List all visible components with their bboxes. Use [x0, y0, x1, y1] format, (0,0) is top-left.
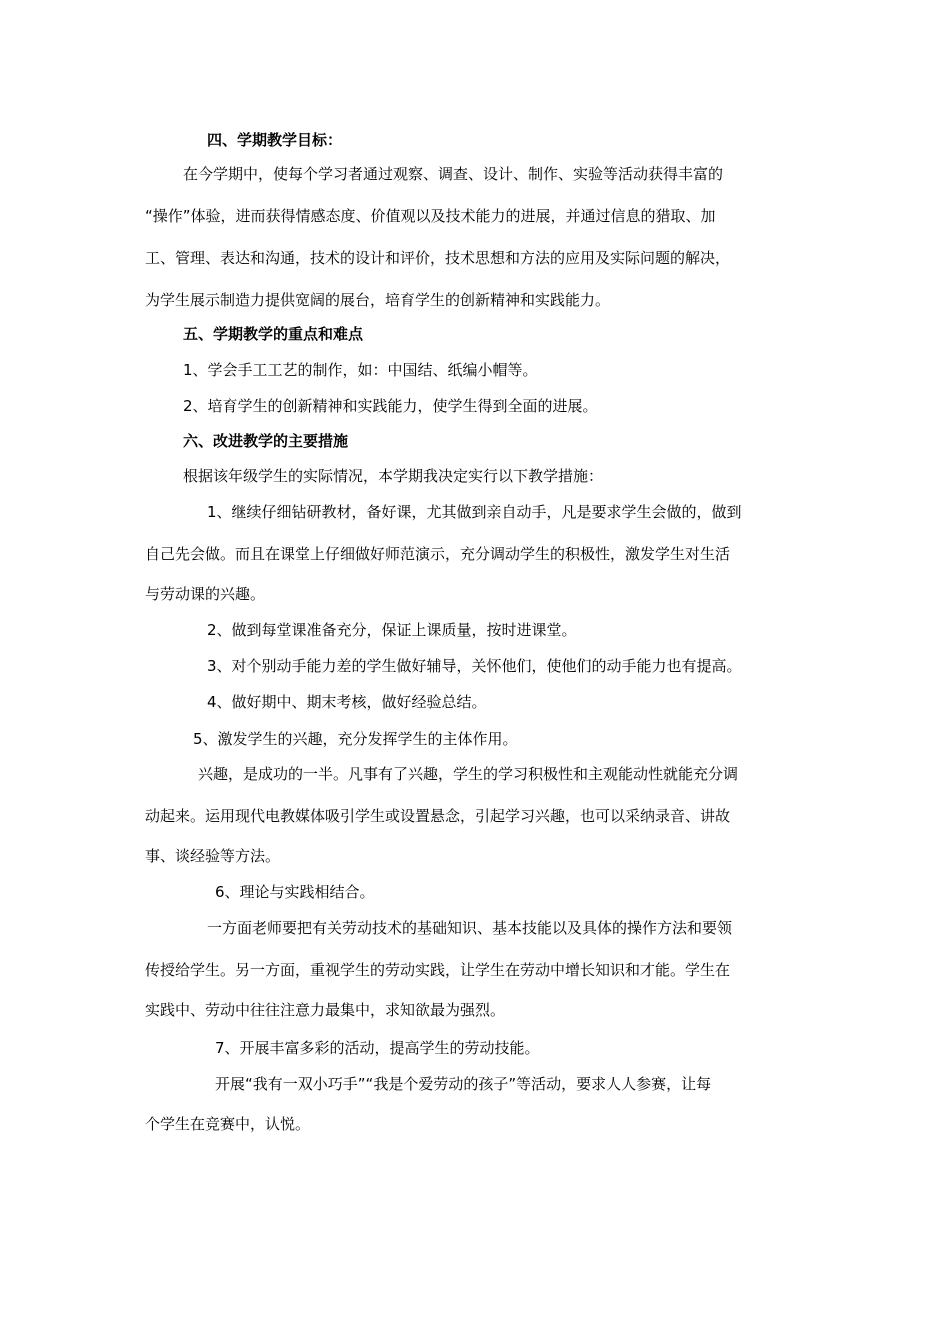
key-point-2: 2、培育学生的创新精神和实践能力，使学生得到全面的进展。: [183, 397, 598, 415]
theory-practice-line-2: 传授给学生。另一方面，重视学生的劳动实践，让学生在劳动中增长知识和才能。学生在: [145, 961, 731, 979]
interest-paragraph-line-3: 事、谈经验等方法。: [145, 847, 281, 865]
measure-3: 3、对个别动手能力差的学生做好辅导，关怀他们，使他们的动手能力也有提高。: [207, 657, 742, 675]
section-6-heading: 六、改进教学的主要措施: [183, 432, 349, 450]
goal-paragraph-line-1: 在今学期中，使每个学习者通过观察、调查、设计、制作、实验等活动获得丰富的: [183, 165, 724, 183]
measure-1-line-2: 自己先会做。而且在课堂上仔细做好师范演示，充分调动学生的积极性，激发学生对生活: [145, 545, 731, 563]
measure-6: 6、理论与实践相结合。: [215, 883, 375, 901]
interest-paragraph-line-1: 兴趣，是成功的一半。凡事有了兴趣，学生的学习积极性和主观能动性就能充分调: [198, 765, 739, 783]
activities-line-1: 开展“我有一双小巧手”“我是个爱劳动的孩子”等活动，要求人人参赛，让每: [215, 1075, 712, 1093]
interest-paragraph-line-2: 动起来。运用现代电教媒体吸引学生或设置悬念，引起学习兴趣，也可以采纳录音、讲故: [145, 807, 731, 825]
measure-7: 7、开展丰富多彩的活动，提高学生的劳动技能。: [215, 1039, 540, 1057]
goal-paragraph-line-4: 为学生展示制造力提供宽阔的展台，培育学生的创新精神和实践能力。: [145, 291, 611, 309]
theory-practice-line-3: 实践中、劳动中往往注意力最集中，求知欲最为强烈。: [145, 1001, 506, 1019]
measure-2: 2、做到每堂课准备充分，保证上课质量，按时进课堂。: [207, 621, 577, 639]
goal-paragraph-line-2: “操作”体验，进而获得情感态度、价值观以及技术能力的进展，并通过信息的猎取、加: [145, 207, 716, 225]
goal-paragraph-line-3: 工、管理、表达和沟通，技术的设计和评价，技术思想和方法的应用及实际问题的解决，: [145, 249, 731, 267]
measure-1-line-1: 1、继续仔细钻研教材，备好课，尤其做到亲自动手，凡是要求学生会做的，做到: [207, 503, 742, 521]
key-point-1: 1、学会手工工艺的制作，如：中国结、纸编小帽等。: [183, 361, 538, 379]
section-4-heading: 四、学期教学目标：: [207, 131, 343, 149]
theory-practice-line-1: 一方面老师要把有关劳动技术的基础知识、基本技能以及具体的操作方法和要领: [207, 919, 733, 937]
measure-4: 4、做好期中、期末考核，做好经验总结。: [207, 693, 487, 711]
measure-5: 5、激发学生的兴趣，充分发挥学生的主体作用。: [193, 730, 518, 748]
measure-1-line-3: 与劳动课的兴趣。: [145, 585, 266, 603]
measures-intro: 根据该年级学生的实际情况，本学期我决定实行以下教学措施：: [183, 467, 604, 485]
section-5-heading: 五、学期教学的重点和难点: [183, 325, 364, 343]
activities-line-2: 个学生在竞赛中，认悦。: [145, 1115, 311, 1133]
